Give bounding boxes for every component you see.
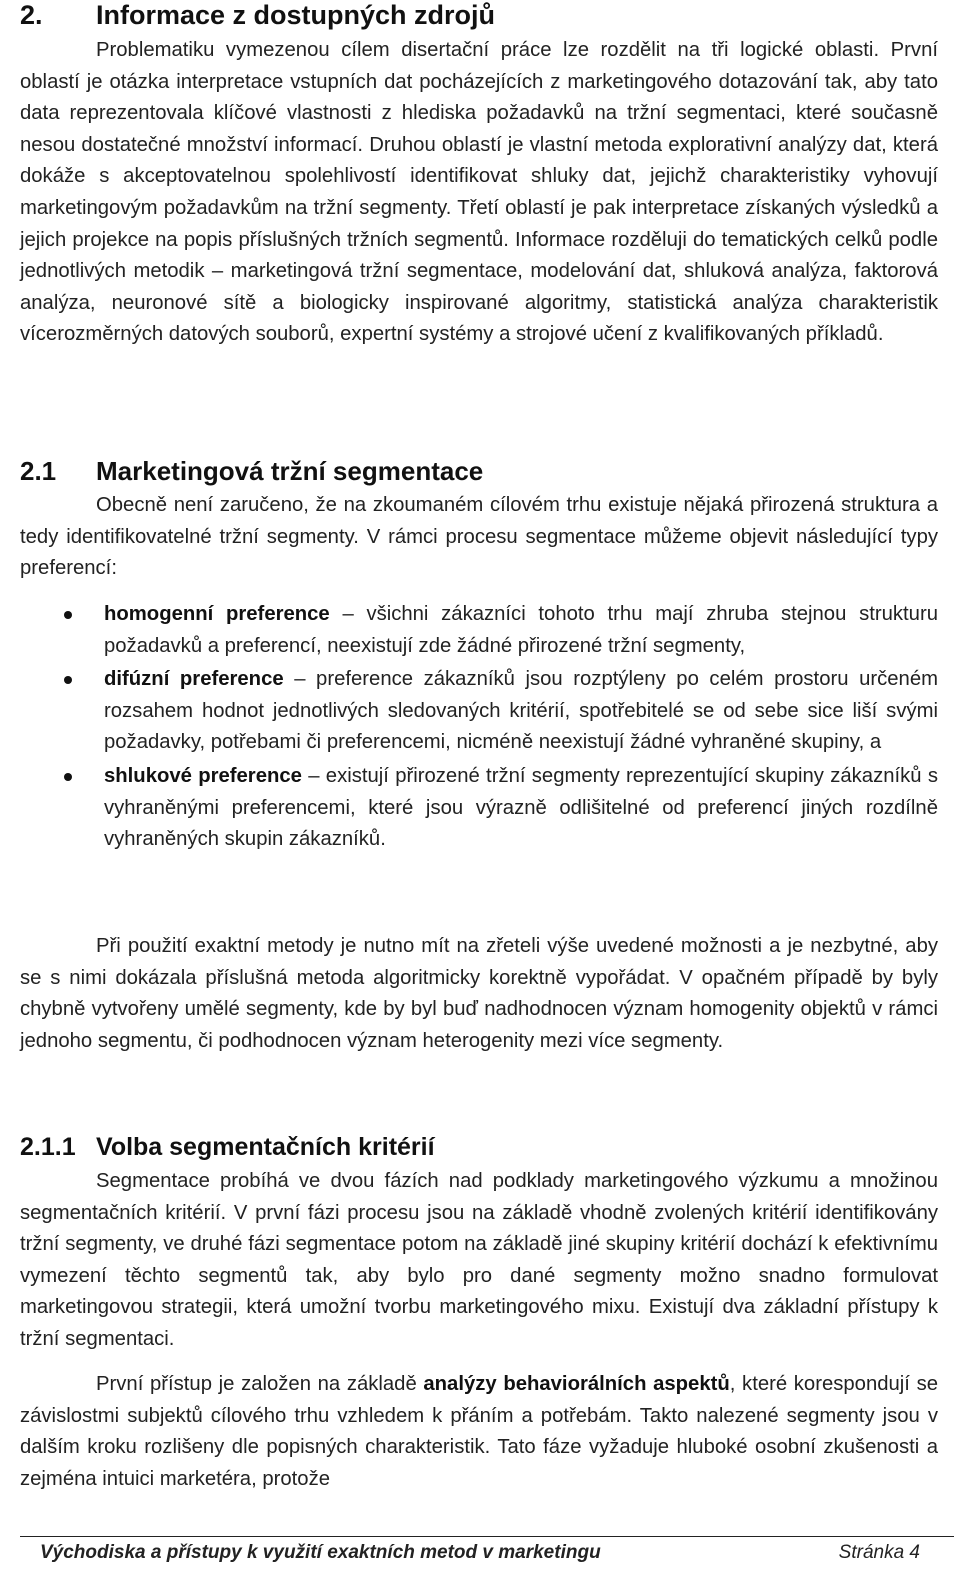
preference-list	[20, 599, 938, 858]
paragraph-bold: analýzy behaviorálních aspektů	[423, 1373, 730, 1395]
page-footer	[40, 1542, 920, 1564]
bullet-icon	[64, 773, 72, 781]
section-2-1-intro: Obecně není zaručeno, že na zkoumaném cílovém trhu existuje nějaká přirozená struktura a tedy identifikovatelné tržní segmenty. V rámci procesu segmentace můžeme objevit následující typy preferencí:	[20, 494, 938, 580]
list-item-term: difúzní preference	[104, 668, 284, 691]
section-2-1-1-paragraph-2	[20, 1369, 938, 1495]
section-title: Informace z dostupných zdrojů	[96, 0, 496, 30]
bullet-icon	[64, 676, 72, 684]
list-item	[20, 761, 938, 856]
footer-title: Východiska a přístupy k využití exaktních metod v marketingu	[40, 1542, 601, 1563]
section-number: 2.1	[20, 456, 57, 486]
list-item-text: – všichni zákazníci tohoto trhu mají zhruba stejnou strukturu požadavků a preferencí, neexistují zde žádné přirozené tržní segmenty,	[104, 603, 938, 657]
section-number: 2.	[20, 0, 43, 30]
section-title: Marketingová tržní segmentace	[96, 456, 484, 486]
list-item	[20, 599, 938, 662]
section-title: Volba segmentačních kritérií	[96, 1133, 435, 1161]
list-item-text: – existují přirozené tržní segmenty reprezentující skupiny zákazníků s vyhraněnými preferencemi, které jsou výrazně odlišitelné od preferencí jiných rozdílně vyhraněných skupin zákazníků.	[104, 764, 938, 851]
list-item-text: – preference zákazníků jsou rozptýleny po celém prostoru určeném rozsahem hodnot jednotlivých sledovaných kritérií, spotřebitelé se od sebe sice liší svými požadavky, potřebami či preferencemi, nicméně neexistují žádné vyhraněné skupiny, a	[104, 668, 938, 754]
list-item-term: shlukové preference	[104, 764, 302, 787]
page-number: Stránka 4	[838, 1542, 920, 1563]
section-heading-2-1-1	[20, 1132, 435, 1162]
section-heading-2-1	[20, 456, 483, 486]
section-heading-2	[20, 0, 495, 30]
list-item-term: homogenní preference	[104, 603, 330, 625]
bullet-icon	[64, 611, 72, 619]
section-2-1-1-paragraph-1: Segmentace probíhá ve dvou fázích nad podklady marketingového výzkumu a množinou segmentačních kritérií. V první fázi procesu jsou na základě vhodně zvolených kritérií identifikovány tržní segmenty, ve druhé fázi segmentace potom na základě jiné skupiny kritérií dochází k efektivnímu vymezení těchto segmentů tak, aby bylo pro dané segmenty možno snadno formulovat marketingovou strategii, která umožní tvorbu marketingového mixu. Existují dva základní přístupy k tržní segmentaci.	[20, 1170, 938, 1350]
section-number: 2.1.1	[20, 1133, 76, 1161]
section-2-1-closing: Při použití exaktní metody je nutno mít na zřeteli výše uvedené možnosti a je nezbytné, aby se s nimi dokázala příslušná metoda algoritmicky korektně vypořádat. V opačném případě by byly chybně vytvořeny umělé segmenty, kde by byl buď nadhodnocen význam homogenity objektů v rámci jednoho segmentu, či podhodnocen význam heterogenity mezi více segmenty.	[20, 935, 938, 1052]
section-2-paragraph: Problematiku vymezenou cílem disertační práce lze rozdělit na tři logické oblasti. První oblastí je otázka interpretace vstupních dat pocházejících z marketingového dotazování tak, aby tato data reprezentovala klíčové vlastnosti z hlediska požadavků na tržní segmentaci, které současně nesou dostatečné množství informací. Druhou oblastí je vlastní metoda explorativní analýzy dat, která dokáže s akceptovatelnou spolehlivostí identifikovat shluky dat, jejichž charakteristiky vyhovují marketingovým požadavkům na tržní segmenty. Třetí oblastí je pak interpretace získaných výsledků a jejich projekce na popis příslušných tržních segmentů. Informace rozděluji do tematických celků podle jednotlivých metodik – marketingová tržní segmentace, modelování dat, shluková analýza, faktorová analýza, neuronové sítě a biologicky inspirované algoritmy, statistická analýza charakteristik vícerozměrných datových souborů, expertní systémy a strojové učení z kvalifikovaných příkladů.	[20, 39, 938, 346]
list-item	[20, 664, 938, 759]
paragraph-text: První přístup je založen na základě	[96, 1373, 424, 1395]
paragraph-text: , které korespondují se závislostmi subjektů cílového trhu vzhledem k přáním a potřebám. Takto nalezené segmenty jsou v dalším kroku rozlišeny dle popisných charakteristik. Tato fáze vyžaduje hluboké osobní zkušenosti a zejména intuici marketéra, protože	[20, 1373, 938, 1490]
footer-divider	[20, 1536, 954, 1537]
